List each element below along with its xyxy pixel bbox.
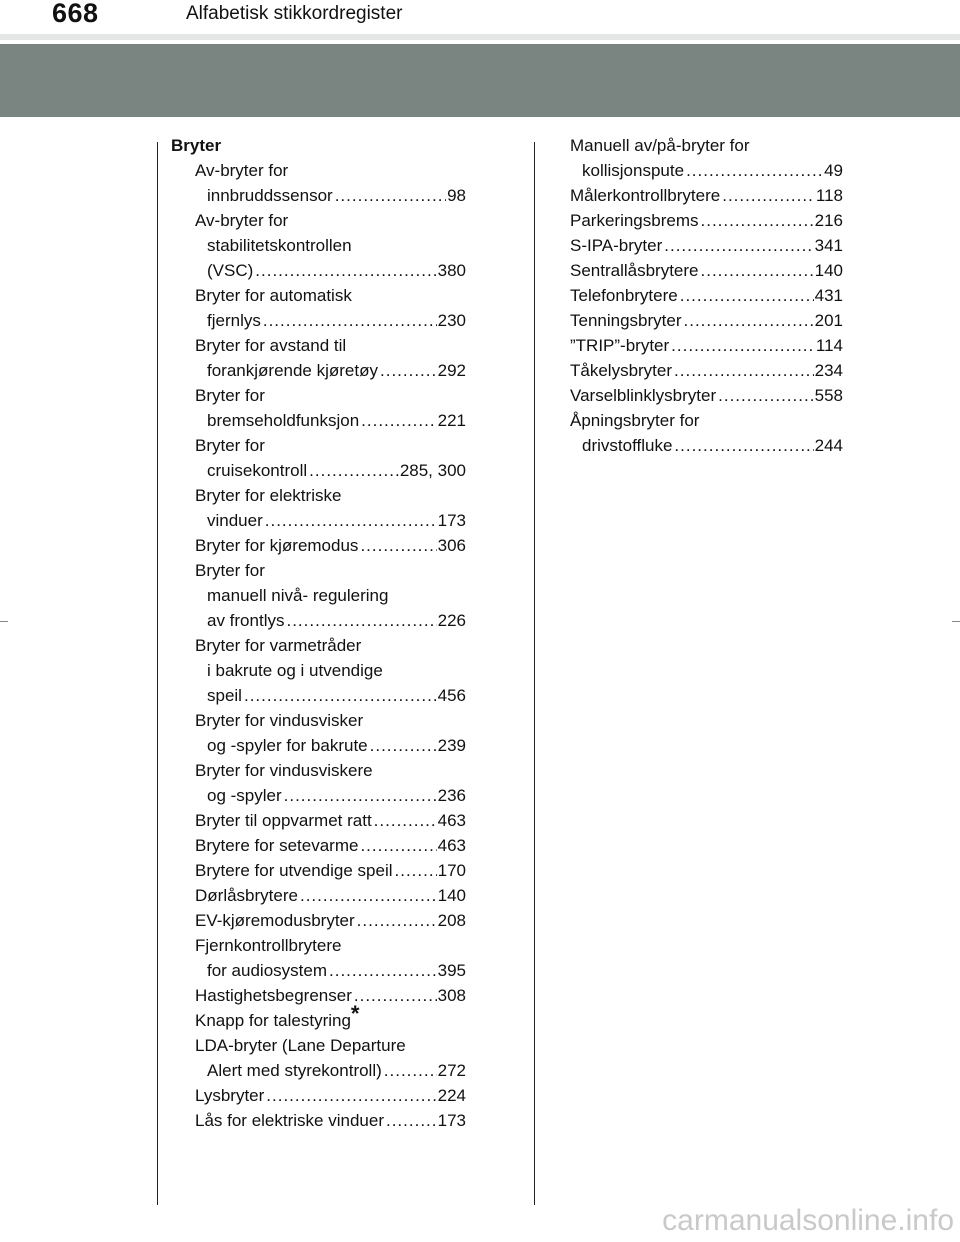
index-entry-leader-line [570,183,843,208]
index-entry-leader-line [171,783,466,808]
index-entry [570,408,843,458]
index-entry-label: Sentrallåsbrytere [570,261,699,280]
index-entry [171,908,466,933]
index-entry-text: Bryter for [195,386,265,405]
index-entry-text: Av-bryter for [195,161,289,180]
index-page-ref: 272 [437,1061,466,1080]
index-page-ref: 49 [824,161,843,180]
index-entry-text: Bryter for [195,436,265,455]
dot-leader [309,458,399,483]
index-entry [171,633,466,708]
index-entry-leader-line [570,383,843,408]
index-entry [171,483,466,533]
index-entry-text: Åpningsbryter for [570,411,700,430]
index-entry [171,758,466,808]
index-entry-label: speil [207,686,242,705]
crop-mark-left [0,621,8,622]
dot-leader [686,158,823,183]
index-entry-text: Bryter for [195,561,265,580]
index-entry [171,283,466,333]
dot-leader [386,1108,437,1133]
index-entry-label: Tåkelysbryter [570,361,673,380]
index-entry-leader-line [570,308,843,333]
index-page-ref: 244 [814,436,843,455]
index-entry [171,383,466,433]
index-entry-text [171,1001,466,1033]
index-page-ref: 118 [815,186,843,205]
dot-leader [335,183,446,208]
dot-leader [361,408,436,433]
index-entry-leader-line [171,358,466,383]
index-entry-label: Målerkontrollbrytere [570,186,721,205]
index-page-ref: 201 [814,311,843,330]
index-entry [570,333,843,358]
dot-leader [384,1058,437,1083]
page-title: Alfabetisk stikkordregister [186,3,403,24]
index-entry-label: Tenningsbryter [570,311,682,330]
index-entry-label: drivstoffluke [582,436,673,455]
index-page-ref: 140 [437,886,466,905]
index-entry-leader-line [570,358,843,383]
index-page-ref: 306 [437,536,466,555]
index-entry-text: LDA-bryter (Lane Departure [195,1036,406,1055]
index-entry-leader-line [570,233,843,258]
index-entry-label: og -spyler [207,786,282,805]
left-column-rule [157,142,158,1205]
dot-leader [284,783,437,808]
index-page-ref: 308 [437,986,466,1005]
index-entry [570,308,843,333]
dot-leader [360,833,436,858]
dot-leader [395,858,437,883]
index-entry-leader-line [171,308,466,333]
dot-leader [244,683,437,708]
index-entry-text: Manuell av/på-bryter for [570,136,750,155]
index-entry-text: stabilitetskontrollen [207,236,352,255]
index-entry-leader-line [171,858,466,883]
index-page-ref: 140 [814,261,843,280]
index-entry-leader-line [570,208,843,233]
index-entry [171,533,466,558]
index-entry-label: Bryter for kjøremodus [195,536,359,555]
index-entry-leader-line [171,608,466,633]
index-entry [171,1001,466,1033]
index-page-ref: 285, 300 [399,461,466,480]
dot-leader [684,308,814,333]
index-column-right [570,133,843,458]
index-entry-leader-line [570,333,843,358]
index-entry-text: Bryter for automatisk [195,286,352,305]
index-entry [570,233,843,258]
index-page-ref: 456 [437,686,466,705]
dot-leader [701,208,814,233]
index-entry-leader-line [171,508,466,533]
index-entry-leader-line [570,433,843,458]
dot-leader [360,533,436,558]
index-entry [171,1108,466,1133]
index-entry [570,283,843,308]
index-entry [171,208,466,283]
index-entry-label: Telefonbrytere [570,286,678,305]
index-entry-leader-line [570,283,843,308]
index-page-ref: 208 [437,911,466,930]
index-page-ref: 236 [437,786,466,805]
dot-leader [265,508,437,533]
index-entry-label: Brytere for utvendige speil [195,861,393,880]
index-entry-leader-line [171,1058,466,1083]
dot-leader [674,433,813,458]
index-entry-leader-line [171,533,466,558]
index-entry-label: bremseholdfunksjon [207,411,360,430]
dot-leader [722,183,815,208]
index-entry-label: fjernlys [207,311,261,330]
index-entry-leader-line [171,733,466,758]
index-page-ref: 558 [814,386,843,405]
index-entry-text: Bryter for elektriske [195,486,342,505]
index-entry-label: av frontlys [207,611,285,630]
index-entry-label: forankjørende kjøretøy [207,361,378,380]
index-entry-label: Knapp for talestyring [195,1011,351,1030]
index-page-ref: 234 [814,361,843,380]
index-entry [171,858,466,883]
index-entry-text: i bakrute og i utvendige [207,661,383,680]
index-page-ref: 173 [437,511,466,530]
index-entry [171,933,466,983]
index-entry-text: Fjernkontrollbrytere [195,936,342,955]
dot-leader [380,358,437,383]
index-entry-leader-line [171,1108,466,1133]
index-entry-leader-line [171,983,466,1008]
dot-leader [357,908,437,933]
dot-leader [674,358,814,383]
page-header [0,0,960,34]
index-entry-text: Bryter for varmetråder [195,636,362,655]
index-entry-label: ”TRIP”-bryter [570,336,670,355]
index-entry [171,558,466,633]
index-entry-label: vinduer [207,511,263,530]
index-entry-label: EV-kjøremodusbryter [195,911,355,930]
dot-leader [255,258,436,283]
dot-leader [286,608,436,633]
index-entry [171,1033,466,1083]
index-entry-label: Brytere for setevarme [195,836,359,855]
dot-leader [329,958,437,983]
dot-leader [370,733,437,758]
index-entry [171,808,466,833]
dot-leader [701,258,814,283]
index-entry [171,833,466,858]
index-entry [171,883,466,908]
index-entry [570,208,843,233]
index-entry-label: (VSC) [207,261,254,280]
index-entry-leader-line [570,158,843,183]
index-entry-label: Lås for elektriske vinduer [195,1111,384,1130]
index-page-ref: 224 [437,1086,466,1105]
header-band [0,44,960,117]
index-entry [171,1083,466,1108]
index-entry-leader-line [171,258,466,283]
index-page-ref: 170 [437,861,466,880]
index-entry-leader-line [171,958,466,983]
index-page-ref: 221 [437,411,466,430]
index-entry-leader-line [171,908,466,933]
index-entry-label: Alert med styrekontroll) [207,1061,382,1080]
index-entry [171,333,466,383]
dot-leader [263,308,437,333]
index-entry-text: Bryter for vindusviskere [195,761,373,780]
index-entry-text: manuell nivå- regulering [207,586,389,605]
index-entry-text: Bryter for vindusvisker [195,711,364,730]
dot-leader [374,808,437,833]
index-page-ref: 395 [437,961,466,980]
index-page-ref: 463 [437,811,466,830]
index-entry-label: S-IPA-bryter [570,236,663,255]
dot-leader [680,283,814,308]
index-entry [570,358,843,383]
index-entry-leader-line [171,883,466,908]
dot-leader [664,233,813,258]
watermark: carmanualsonline.info [662,1204,954,1237]
index-entry-label: kollisjonspute [582,161,685,180]
index-entry-label: Lysbryter [195,1086,265,1105]
index-entry-leader-line [171,408,466,433]
index-entry [171,708,466,758]
index-page-ref: 431 [814,286,843,305]
index-entry-leader-line [570,258,843,283]
index-entry-leader-line [171,683,466,708]
index-entry-label: for audiosystem [207,961,327,980]
index-entry-label: Parkeringsbrems [570,211,699,230]
index-entry [570,183,843,208]
index-entry [570,383,843,408]
index-entry-label: Dørlåsbrytere [195,886,298,905]
index-entry-text: Bryter for avstand til [195,336,347,355]
index-entry [570,133,843,183]
index-page-ref: 114 [815,336,843,355]
index-entry [171,433,466,483]
index-entry-text: Av-bryter for [195,211,289,230]
index-column-left [171,133,466,1133]
page-number: 668 [52,0,99,28]
index-entry [570,258,843,283]
index-entry-label: cruisekontroll [207,461,308,480]
index-page-ref: 98 [447,186,466,205]
index-entry [171,158,466,208]
dot-leader [718,383,814,408]
index-entry-leader-line [171,808,466,833]
footnote-asterisk: * [350,1001,360,1027]
index-entry-leader-line [171,183,466,208]
index-entry-leader-line [171,458,466,483]
index-entry-label: Hastighetsbegrenser [195,986,352,1005]
index-entry [171,983,466,1008]
index-entry-label: og -spyler for bakrute [207,736,368,755]
index-heading: Bryter [171,136,222,155]
crop-mark-right [952,621,960,622]
index-entry-leader-line [171,833,466,858]
dot-leader [266,1083,436,1108]
dot-leader [300,883,437,908]
index-page-ref: 216 [814,211,843,230]
index-entry-leader-line [171,1083,466,1108]
index-page-ref: 341 [814,236,843,255]
dot-leader [671,333,815,358]
index-entry-label: innbruddssensor [207,186,333,205]
index-entry-label: Varselblinklysbryter [570,386,717,405]
index-page-ref: 292 [437,361,466,380]
index-page-ref: 380 [437,261,466,280]
index-page-ref: 230 [437,311,466,330]
index-page-ref: 226 [437,611,466,630]
dot-leader [354,983,437,1008]
column-divider [534,142,535,1205]
index-page-ref: 173 [437,1111,466,1130]
index-page-ref: 239 [437,736,466,755]
index-page-ref: 463 [437,836,466,855]
index-entry-label: Bryter til oppvarmet ratt [195,811,372,830]
